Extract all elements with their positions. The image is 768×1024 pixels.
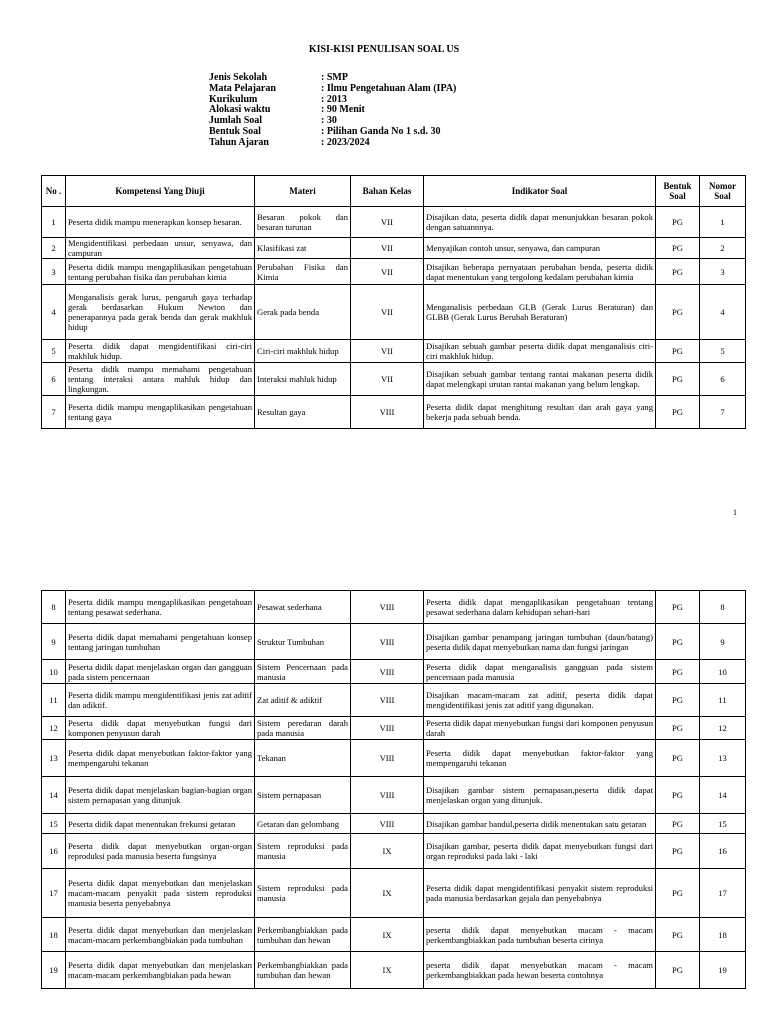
cell-indikator: Peserta didik dapat menghitung resultan dan arah gaya yang bekerja pada sebuah benda. [424, 396, 656, 429]
document-title: KISI-KISI PENULISAN SOAL US [308, 44, 460, 55]
table-row [42, 624, 746, 660]
cell-nomor: 11 [700, 684, 746, 717]
cell-bentuk: PG [656, 834, 700, 869]
cell-nomor: 19 [700, 952, 746, 989]
cell-kelas: IX [351, 952, 424, 989]
cell-nomor: 18 [700, 918, 746, 952]
cell-bentuk: PG [656, 340, 700, 363]
kisi-kisi-table-page-2 [41, 590, 746, 989]
cell-nomor: 8 [700, 591, 746, 624]
cell-no: 4 [42, 285, 66, 340]
meta-value: : 2013 [321, 93, 347, 105]
cell-nomor: 1 [700, 207, 746, 238]
cell-materi: Ciri-ciri makhluk hidup [255, 340, 351, 363]
cell-nomor: 10 [700, 660, 746, 684]
cell-kelas: VIII [351, 740, 424, 777]
cell-indikator: peserta didik dapat menyebutkan macam - macam perkembangbiakkan pada hewan beserta contohnya [424, 952, 656, 989]
meta-label: Mata Pelajaran [209, 82, 276, 94]
meta-row [209, 138, 456, 149]
cell-indikator: Menganalisis perbedaan GLB (Gerak Lurus Beraturan) dan GLBB (Gerak Lurus Berubah Beraturan) [424, 285, 656, 340]
cell-materi: Sistem reproduksi pada manusia [255, 834, 351, 869]
cell-kelas: VIII [351, 624, 424, 660]
cell-materi: Gerak pada benda [255, 285, 351, 340]
meta-label: Bentuk Soal [209, 125, 261, 137]
cell-no: 8 [42, 591, 66, 624]
cell-no: 16 [42, 834, 66, 869]
cell-nomor: 5 [700, 340, 746, 363]
column-header-no: No . [42, 176, 66, 207]
cell-kelas: VII [351, 340, 424, 363]
cell-indikator: Disajikan beberapa pernyataan perubahan benda, peserta didik dapat menentukan yang tergolong kedalam perubahan kimia [424, 259, 656, 285]
cell-no: 1 [42, 207, 66, 238]
cell-no: 18 [42, 918, 66, 952]
table-row [42, 740, 746, 777]
cell-kompetensi: Peserta didik dapat menentukan frekunsi getaran [66, 814, 255, 834]
cell-nomor: 13 [700, 740, 746, 777]
cell-kelas: IX [351, 834, 424, 869]
cell-bentuk: PG [656, 952, 700, 989]
cell-kompetensi: Peserta didik dapat memahami pengetahuan konsep tentang jaringan tumbuhan [66, 624, 255, 660]
cell-kompetensi: Menganalisis gerak lurus, pengaruh gaya terhadap gerak berdasarkan Hukum Newton dan penerapannya pada gerak benda dan gerak makhluk hidup [66, 285, 255, 340]
cell-no: 19 [42, 952, 66, 989]
table-row [42, 684, 746, 717]
cell-kelas: VIII [351, 396, 424, 429]
cell-materi: Besaran pokok dan besaran turunan [255, 207, 351, 238]
table-row [42, 396, 746, 429]
meta-row [209, 84, 456, 95]
meta-value: : Pilihan Ganda No 1 s.d. 30 [321, 125, 441, 137]
column-header-kelas: Bahan Kelas [351, 176, 424, 207]
cell-bentuk: PG [656, 814, 700, 834]
column-header-kompetensi: Kompetensi Yang Diuji [66, 176, 255, 207]
table-header-row [42, 176, 746, 207]
table-row [42, 869, 746, 918]
cell-no: 9 [42, 624, 66, 660]
cell-indikator: Peserta didik dapat menganalisis gangguan pada sistem pencernaan pada manusia [424, 660, 656, 684]
cell-indikator: Disajikan gambar sistem pernapasan,peserta didik dapat menjelaskan organ yang ditunjuk. [424, 777, 656, 814]
cell-indikator: Disajikan gambar penampang jaringan tumbuhan (daun/batang) peserta didik dapat menyebutkan nama dan fungsi jaringan [424, 624, 656, 660]
column-header-materi: Materi [255, 176, 351, 207]
cell-kompetensi: Peserta didik dapat menjelaskan organ dan gangguan pada sistem pencernaan [66, 660, 255, 684]
cell-kompetensi: Peserta didik mampu mengaplikasikan pengetahuan tentang pesawat sederhana. [66, 591, 255, 624]
cell-indikator: Disajikan macam-macam zat aditif, peserta didik dapat mengidentifikasi jenis zat aditif yang digunakan. [424, 684, 656, 717]
cell-kelas: VIII [351, 777, 424, 814]
cell-bentuk: PG [656, 740, 700, 777]
cell-kelas: VII [351, 238, 424, 259]
cell-indikator: Peserta didik dapat menyebutkan faktor-faktor yang mempengaruhi tekanan [424, 740, 656, 777]
cell-kompetensi: Peserta didik mampu mengaplikasikan pengetahuan tentang perubahan fisika dan perubahan kimia [66, 259, 255, 285]
cell-kompetensi: Peserta didik dapat menyebutkan dan menjelaskan macam-macam penyakit pada sistem reproduksi manusia beserta penyebabnya [66, 869, 255, 918]
meta-value: : 30 [321, 115, 337, 127]
cell-indikator: peserta didik dapat menyebutkan macam - macam perkembangbiakkan pada tumbuhan beserta cirinya [424, 918, 656, 952]
cell-indikator: Disajikan data, peserta didik dapat menunjukkan besaran pokok dengan satuannnya. [424, 207, 656, 238]
meta-label: Jenis Sekolah [209, 72, 268, 83]
cell-no: 15 [42, 814, 66, 834]
cell-nomor: 2 [700, 238, 746, 259]
cell-indikator: Peserta didik dapat mengidentifikasi penyakit sistem reproduksi pada manusia berdasarkan gejala dan penyebabnya [424, 869, 656, 918]
cell-no: 10 [42, 660, 66, 684]
table-row [42, 834, 746, 869]
cell-no: 6 [42, 363, 66, 396]
cell-nomor: 7 [700, 396, 746, 429]
cell-bentuk: PG [656, 363, 700, 396]
cell-kelas: VIII [351, 660, 424, 684]
cell-indikator: Peserta didik dapat mengaplikasikan pengetahuan tentang pesawat sederhana dalam kehidupan sehari-hari [424, 591, 656, 624]
cell-bentuk: PG [656, 238, 700, 259]
cell-materi: Getaran dan gelombang [255, 814, 351, 834]
table-row [42, 591, 746, 624]
cell-nomor: 9 [700, 624, 746, 660]
cell-nomor: 6 [700, 363, 746, 396]
cell-no: 2 [42, 238, 66, 259]
cell-bentuk: PG [656, 259, 700, 285]
cell-kelas: VII [351, 363, 424, 396]
table-row [42, 259, 746, 285]
cell-kelas: VIII [351, 717, 424, 740]
cell-materi: Struktur Tumbuhan [255, 624, 351, 660]
meta-value: : 90 Menit [321, 104, 365, 116]
cell-materi: Zat aditif & adiktif [255, 684, 351, 717]
kisi-kisi-table-page-1 [41, 175, 746, 429]
cell-materi: Perkembangbiakkan pada tumbuhan dan hewan [255, 918, 351, 952]
cell-bentuk: PG [656, 684, 700, 717]
cell-kompetensi: Peserta didik dapat menjelaskan bagian-bagian organ sistem pernapasan yang ditunjuk [66, 777, 255, 814]
table-row [42, 814, 746, 834]
cell-bentuk: PG [656, 285, 700, 340]
table-row [42, 363, 746, 396]
cell-bentuk: PG [656, 918, 700, 952]
cell-indikator: Disajikan gambar, peserta didik dapat menyebutkan fungsi dari organ reproduksi pada laki - laki [424, 834, 656, 869]
cell-kompetensi: Mengidentifikasi perbedaan unsur, senyawa, dan campuran [66, 238, 255, 259]
cell-kompetensi: Peserta didik dapat mengidentifikasi ciri-ciri makhluk hidup. [66, 340, 255, 363]
cell-kompetensi: Peserta didik dapat menyebutkan dan menjelaskan macam-macam perkembangbiakan pada hewan [66, 952, 255, 989]
cell-kelas: VIII [351, 684, 424, 717]
cell-materi: Sistem Pencernaan pada manusia [255, 660, 351, 684]
cell-kompetensi: Peserta didik dapat menyebutkan dan menjelaskan macam-macam perkembangbiakan pada tumbuhan [66, 918, 255, 952]
cell-nomor: 17 [700, 869, 746, 918]
meta-label: Alokasi waktu [209, 104, 271, 116]
table-row [42, 238, 746, 259]
cell-bentuk: PG [656, 207, 700, 238]
meta-label: Tahun Ajaran [209, 136, 269, 148]
cell-nomor: 15 [700, 814, 746, 834]
column-header-indikator: Indikator Soal [424, 176, 656, 207]
cell-indikator: Menyajikan contoh unsur, senyawa, dan campuran [424, 238, 656, 259]
cell-bentuk: PG [656, 660, 700, 684]
cell-materi: Sistem peredaran darah pada manusia [255, 717, 351, 740]
cell-kompetensi: Peserta didik dapat menyebutkan organ-organ reproduksi pada manusia beserta fungsinya [66, 834, 255, 869]
table-row [42, 918, 746, 952]
cell-kelas: VIII [351, 591, 424, 624]
meta-label: Jumlah Soal [209, 115, 263, 127]
cell-kompetensi: Peserta didik mampu menerapkan konsep besaran. [66, 207, 255, 238]
cell-kelas: VII [351, 259, 424, 285]
cell-indikator: Disajikan sebuah gambar peserta didik dapat menganalisis ciri-ciri makhluk hidup. [424, 340, 656, 363]
meta-value: : SMP [321, 72, 348, 83]
cell-no: 17 [42, 869, 66, 918]
cell-no: 11 [42, 684, 66, 717]
meta-label: Kurikulum [209, 93, 258, 105]
table-row [42, 207, 746, 238]
meta-value: : Ilmu Pengetahuan Alam (IPA) [321, 82, 457, 94]
cell-bentuk: PG [656, 777, 700, 814]
cell-nomor: 14 [700, 777, 746, 814]
page-number: 1 [733, 508, 737, 517]
cell-nomor: 16 [700, 834, 746, 869]
table-row [42, 717, 746, 740]
column-header-nomor: Nomor Soal [700, 176, 746, 207]
cell-bentuk: PG [656, 717, 700, 740]
cell-no: 12 [42, 717, 66, 740]
cell-no: 5 [42, 340, 66, 363]
cell-no: 3 [42, 259, 66, 285]
column-header-bentuk: Bentuk Soal [656, 176, 700, 207]
cell-bentuk: PG [656, 396, 700, 429]
cell-indikator: Peserta didik dapat menyebutkan fungsi dari komponen penyusun darah [424, 717, 656, 740]
cell-kelas: IX [351, 918, 424, 952]
table-row [42, 777, 746, 814]
cell-materi: Resultan gaya [255, 396, 351, 429]
cell-nomor: 12 [700, 717, 746, 740]
document-meta [209, 73, 456, 149]
cell-materi: Sistem reproduksi pada manusia [255, 869, 351, 918]
cell-materi: Pesawat sederhana [255, 591, 351, 624]
cell-nomor: 4 [700, 285, 746, 340]
cell-materi: Perkembangbiakkan pada tumbuhan dan hewan [255, 952, 351, 989]
cell-bentuk: PG [656, 624, 700, 660]
cell-kompetensi: Peserta didik dapat menyebutkan fungsi dari komponen penyusun darah [66, 717, 255, 740]
cell-kelas: VII [351, 207, 424, 238]
cell-kompetensi: Peserta didik mampu mengaplikasikan pengetahuan tentang gaya [66, 396, 255, 429]
cell-kelas: IX [351, 869, 424, 918]
cell-bentuk: PG [656, 591, 700, 624]
cell-no: 7 [42, 396, 66, 429]
cell-bentuk: PG [656, 869, 700, 918]
cell-materi: Sistem pernapasan [255, 777, 351, 814]
table-row [42, 660, 746, 684]
cell-kelas: VII [351, 285, 424, 340]
meta-value: : 2023/2024 [321, 136, 370, 148]
cell-indikator: Disajikan sebuah gambar tentang rantai makanan peserta didik dapat melengkapi urutan rantai makanan yang belum lengkap. [424, 363, 656, 396]
cell-kompetensi: Peserta didik mampu memahami pengetahuan tentang interaksi antara mahluk hidup dan lingkungan. [66, 363, 255, 396]
table-row [42, 285, 746, 340]
cell-materi: Klasifikasi zat [255, 238, 351, 259]
cell-materi: Interaksi mahluk hidup [255, 363, 351, 396]
cell-materi: Perubahan Fisika dan Kimia [255, 259, 351, 285]
cell-no: 13 [42, 740, 66, 777]
table-row [42, 952, 746, 989]
cell-kompetensi: Peserta didik mampu mengidentifikasi jenis zat aditif dan adiktif. [66, 684, 255, 717]
cell-no: 14 [42, 777, 66, 814]
cell-kompetensi: Peserta didik dapat menyebutkan faktor-faktor yang mempengaruhi tekanan [66, 740, 255, 777]
cell-kelas: VIII [351, 814, 424, 834]
cell-indikator: Disajikan gambar bandul,peserta didik menentukan satu getaran [424, 814, 656, 834]
cell-nomor: 3 [700, 259, 746, 285]
cell-materi: Tekanan [255, 740, 351, 777]
table-row [42, 340, 746, 363]
